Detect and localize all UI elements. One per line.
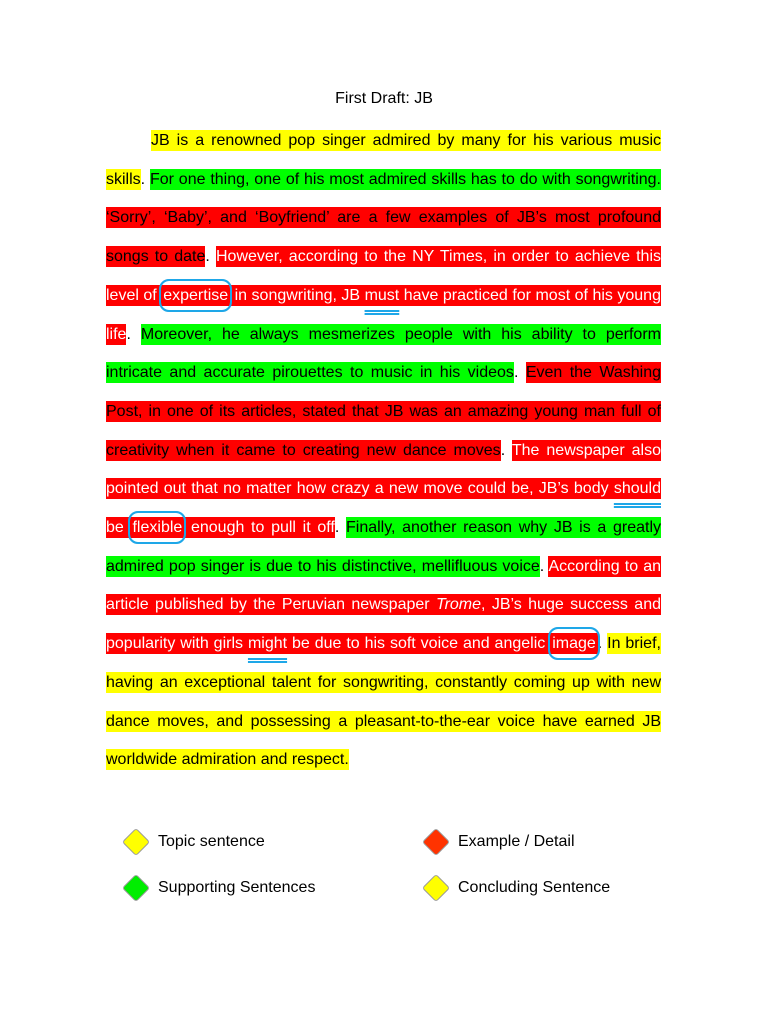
red-diamond-icon: [422, 828, 450, 856]
text-run: be due to his soft voice and angelic: [291, 635, 546, 653]
text-run: in songwriting, JB: [234, 286, 361, 304]
legend-label: Topic sentence: [158, 833, 265, 850]
legend-example: [422, 832, 575, 852]
text-run: However, according to the NY Times, in order to achieve this level of: [106, 248, 662, 304]
newspaper-name: Trome: [435, 596, 482, 614]
legend-supporting: [122, 878, 315, 898]
supporting-sentence-1: For one thing, one of his most admired skills has to do with songwriting.: [149, 170, 661, 188]
topic-sentence: JB is a renowned pop singer admired by many for his various music skills: [106, 132, 661, 188]
green-diamond-icon: [122, 874, 150, 902]
punctuation: .: [334, 519, 340, 537]
legend-label: Example / Detail: [458, 833, 575, 850]
legend-label: Concluding Sentence: [458, 879, 611, 896]
essay-paragraph: [106, 122, 661, 780]
punctuation: .: [597, 635, 603, 653]
word-circle-expertise: expertise: [161, 281, 230, 310]
punctuation: .: [539, 557, 545, 575]
text-run: enough to pull it off: [190, 519, 335, 537]
word-circle-flexible: flexible: [130, 513, 184, 542]
word-circle-image: image: [550, 629, 598, 658]
example-sentence-3: Even the Washing Post, in one of its articles, stated that JB was an amazing young man full of creativity when it came to creating new dance moves: [106, 364, 662, 459]
document-title: First Draft: JB: [335, 90, 433, 107]
modal-underline-should: should: [613, 480, 661, 498]
text-run: According to an article published by the Peruvian newspaper: [106, 557, 662, 614]
punctuation: .: [500, 441, 506, 459]
modal-underline-might: might: [247, 635, 288, 653]
text-run: , JB’s huge success and popularity with girls: [106, 596, 661, 653]
punctuation: .: [140, 170, 146, 188]
supporting-sentence-2: Moreover, he always mesmerizes people with his ability to perform intricate and accurate pirouettes to music in his videos: [106, 325, 661, 382]
legend-label: Supporting Sentences: [158, 879, 316, 896]
yellow-diamond-icon: [422, 874, 450, 902]
legend-concluding: [422, 878, 610, 898]
punctuation: .: [126, 325, 131, 343]
concluding-sentence: In brief, having an exceptional talent for songwriting, constantly coming up with new dance moves, and possessing a pleasant-to-the-ear voice have earned JB worldwide admiration and respect.: [106, 635, 661, 769]
legend-topic: [122, 832, 265, 852]
punctuation: .: [205, 248, 210, 266]
supporting-sentence-3: Finally, another reason why JB is a greatly admired pop singer is due to his distinctive, mellifluous voice: [106, 519, 662, 575]
yellow-diamond-icon: [122, 828, 150, 856]
modal-underline-must: must: [364, 286, 400, 304]
punctuation: .: [513, 364, 519, 382]
text-run: The newspaper also pointed out that no matter how crazy a new move could be, JB’s body: [106, 441, 662, 498]
example-sentence-1: ‘Sorry’, ‘Baby’, and ‘Boyfriend’ are a few examples of JB’s most profound songs to date: [106, 209, 661, 266]
text-run: be: [106, 519, 124, 537]
text-run: have practiced for most of his young life: [106, 286, 661, 343]
